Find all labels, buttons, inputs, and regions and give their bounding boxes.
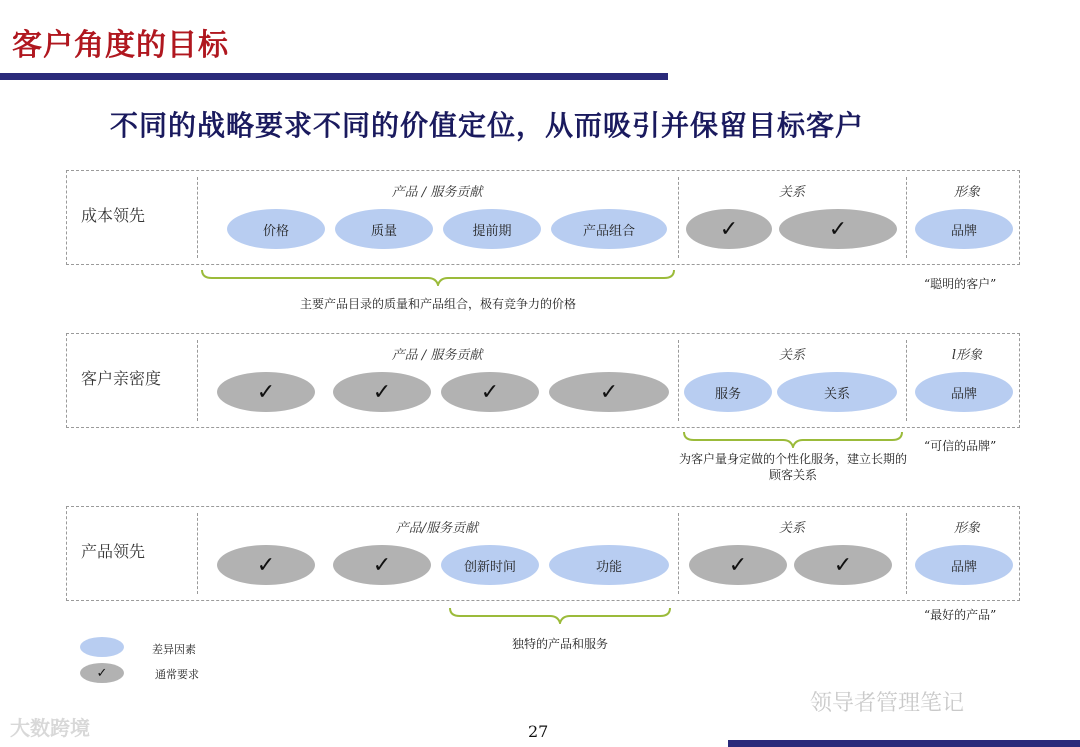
row-label: 产品领先 bbox=[81, 542, 146, 561]
brace-note: 主要产品目录的质量和产品组合，极有竞争力的价格 bbox=[299, 297, 576, 311]
column-head-product: 产品/服务贡献 bbox=[395, 521, 479, 536]
brace-note bbox=[662, 451, 924, 483]
divider bbox=[678, 177, 679, 258]
column-head-image: l形象 bbox=[951, 348, 983, 363]
title-underline-bar bbox=[0, 73, 668, 80]
brace-product bbox=[200, 268, 676, 286]
check-icon: ✓ bbox=[779, 209, 897, 249]
differentiator-oval: 创新时间 bbox=[441, 545, 539, 585]
divider bbox=[678, 513, 679, 594]
column-head-product: 产品 / 服务贡献 bbox=[391, 185, 483, 200]
check-icon: ✓ bbox=[686, 209, 772, 249]
check-icon: ✓ bbox=[794, 545, 892, 585]
differentiator-oval: 品牌 bbox=[915, 209, 1013, 249]
differentiator-oval: 功能 bbox=[549, 545, 669, 585]
differentiator-oval: 质量 bbox=[335, 209, 433, 249]
differentiator-oval: 品牌 bbox=[915, 372, 1013, 412]
legend-differentiator-swatch bbox=[80, 637, 124, 657]
slide-title: 客户角度的目标 bbox=[12, 28, 229, 63]
check-icon: ✓ bbox=[441, 372, 539, 412]
check-icon: ✓ bbox=[689, 545, 787, 585]
divider bbox=[197, 340, 198, 421]
strategy-panel-cost-leadership bbox=[66, 170, 1020, 265]
brace-product bbox=[448, 606, 672, 624]
brace-note: 独特的产品和服务 bbox=[511, 637, 608, 651]
page-number: 27 bbox=[528, 722, 549, 741]
differentiator-oval: 关系 bbox=[777, 372, 897, 412]
check-icon: ✓ bbox=[333, 372, 431, 412]
divider bbox=[906, 513, 907, 594]
slide-subtitle: 不同的战略要求不同的价值定位，从而吸引并保留目标客户 bbox=[110, 109, 865, 142]
watermark-right: 领导者管理笔记 bbox=[810, 691, 965, 716]
check-icon: ✓ bbox=[217, 372, 315, 412]
differentiator-oval: 品牌 bbox=[915, 545, 1013, 585]
watermark-left: 大数跨境 bbox=[10, 716, 90, 740]
column-head-relation: 关系 bbox=[778, 348, 805, 363]
customer-quote: “可信的品牌” bbox=[924, 439, 997, 453]
strategy-panel-product-leadership bbox=[66, 506, 1020, 601]
differentiator-oval: 产品组合 bbox=[551, 209, 667, 249]
column-head-image: 形象 bbox=[953, 521, 980, 536]
footer-bar bbox=[728, 740, 1080, 747]
column-head-relation: 关系 bbox=[778, 521, 805, 536]
row-label: 成本领先 bbox=[81, 206, 146, 225]
brace-note-line: 顾客关系 bbox=[768, 468, 817, 482]
column-head-product: 产品 / 服务贡献 bbox=[391, 348, 483, 363]
brace-note-line: 为客户量身定做的个性化服务，建立长期的 bbox=[678, 452, 907, 466]
legend-check-icon: ✓ bbox=[80, 663, 124, 683]
divider bbox=[678, 340, 679, 421]
customer-quote: “最好的产品” bbox=[924, 608, 997, 622]
divider bbox=[197, 513, 198, 594]
brace-relation bbox=[682, 430, 904, 448]
differentiator-oval: 价格 bbox=[227, 209, 325, 249]
check-icon: ✓ bbox=[217, 545, 315, 585]
legend-common-label: 通常要求 bbox=[155, 668, 199, 681]
row-label: 客户亲密度 bbox=[81, 369, 162, 388]
check-icon: ✓ bbox=[549, 372, 669, 412]
divider bbox=[906, 340, 907, 421]
differentiator-oval: 提前期 bbox=[443, 209, 541, 249]
column-head-image: 形象 bbox=[953, 185, 980, 200]
divider bbox=[906, 177, 907, 258]
column-head-relation: 关系 bbox=[778, 185, 805, 200]
differentiator-oval: 服务 bbox=[684, 372, 772, 412]
divider bbox=[197, 177, 198, 258]
strategy-panel-customer-intimacy bbox=[66, 333, 1020, 428]
check-icon: ✓ bbox=[333, 545, 431, 585]
legend-differentiator-label: 差异因素 bbox=[152, 643, 196, 656]
customer-quote: “聪明的客户” bbox=[924, 277, 997, 291]
